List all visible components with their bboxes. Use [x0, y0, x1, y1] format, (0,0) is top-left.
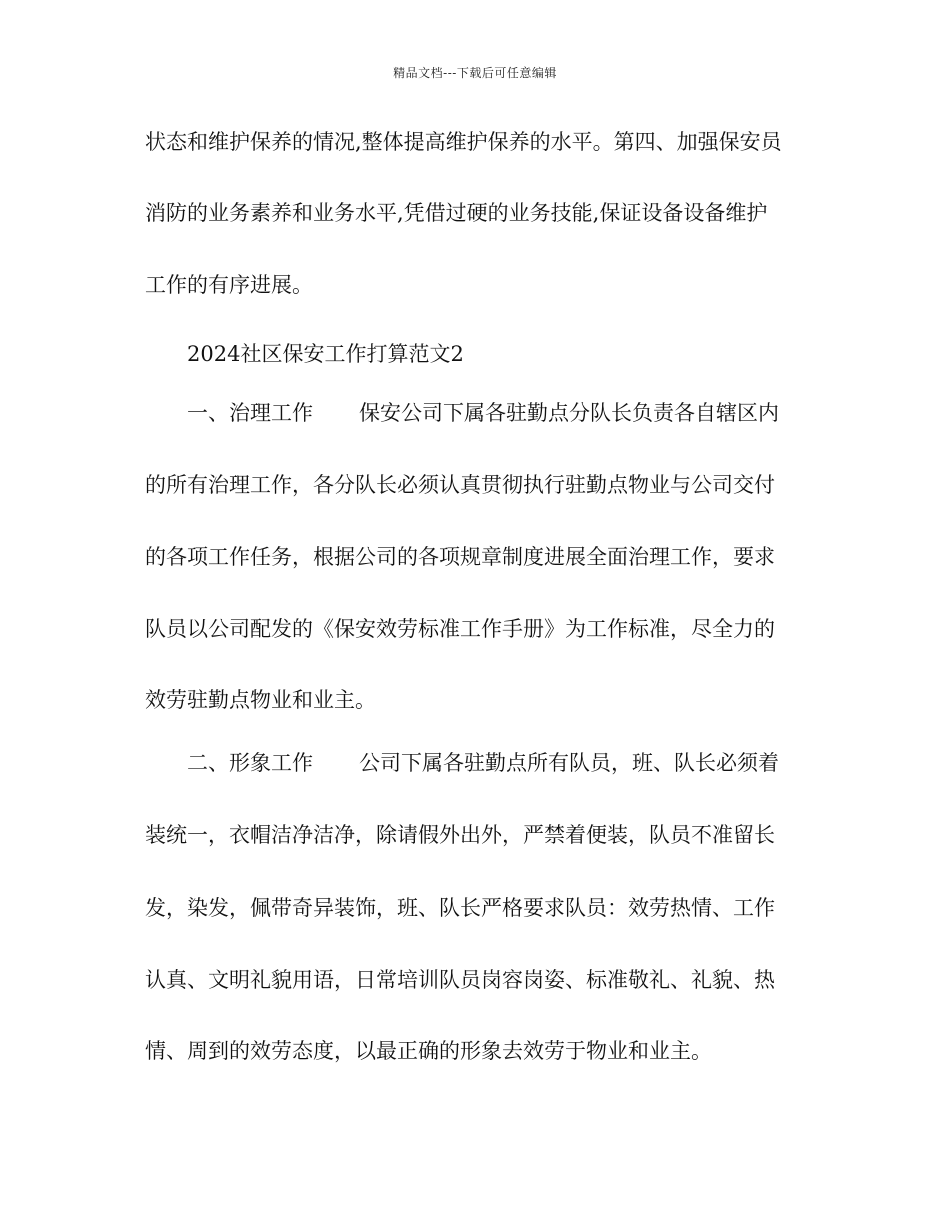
- paragraph-text: 保安公司下属各驻勤点分队长负责各自辖区内: [359, 401, 779, 425]
- text-line: 效劳驻勤点物业和业主。: [145, 688, 376, 712]
- paragraph-title: 二、形象工作: [187, 751, 313, 775]
- text-line: 发，染发，佩带奇异装饰，班、队长严格要求队员：效劳热情、工作: [145, 896, 775, 920]
- text-line: 情、周到的效劳态度，以最正确的形象去效劳于物业和业主。: [145, 1039, 712, 1063]
- text-line: 工作的有序进展。: [145, 273, 313, 297]
- page-header: 精品文档---下载后可任意编辑: [393, 66, 557, 80]
- text-line: 的所有治理工作，各分队长必须认真贯彻执行驻勤点物业与公司交付: [145, 473, 775, 497]
- paragraph-text: 公司下属各驻勤点所有队员，班、队长必须着: [359, 751, 779, 775]
- text-line: 的各项工作任务，根据公司的各项规章制度进展全面治理工作，要求: [145, 545, 775, 569]
- text-line: 队员以公司配发的《保安效劳标准工作手册》为工作标准，尽全力的: [145, 617, 775, 641]
- text-line: 装统一，衣帽洁净洁净，除请假外出外，严禁着便装，队员不准留长: [145, 823, 775, 847]
- section-heading: 2024社区保安工作打算范文2: [187, 342, 464, 366]
- paragraph-first-line: [187, 749, 779, 777]
- paragraph-title: 一、治理工作: [187, 401, 313, 425]
- text-line: 状态和维护保养的情况,整体提高维护保养的水平。第四、加强保安员: [145, 130, 782, 154]
- text-line: 消防的业务素养和业务水平,凭借过硬的业务技能,保证设备设备维护: [145, 201, 768, 225]
- text-line: 认真、文明礼貌用语，日常培训队员岗容岗姿、标准敬礼、礼貌、热: [145, 968, 775, 992]
- paragraph-first-line: [187, 399, 779, 427]
